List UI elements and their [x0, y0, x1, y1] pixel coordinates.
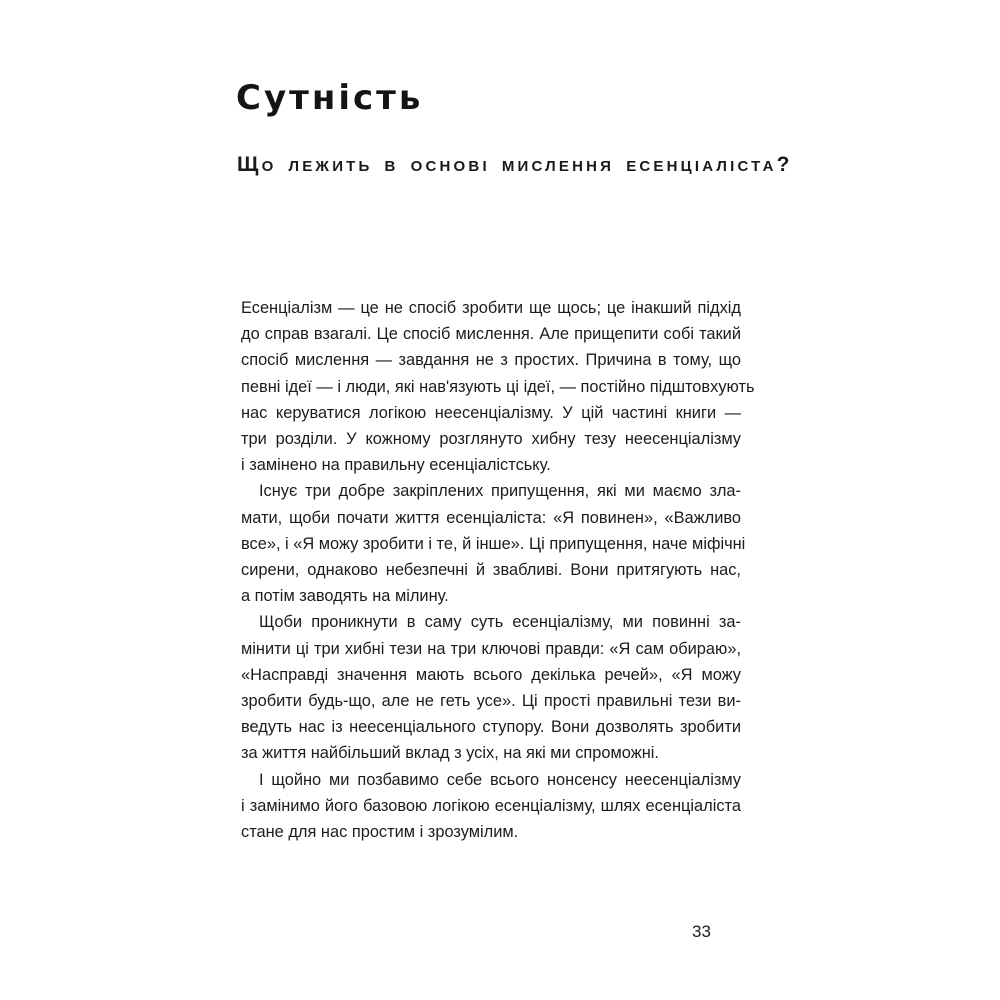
page-number: 33 [692, 922, 711, 941]
paragraph [241, 767, 741, 846]
text-line: і замінено на правильну есенціалістську. [241, 456, 551, 475]
chapter-title: Сутність [236, 78, 424, 118]
paragraph [241, 478, 746, 609]
text-line: нас керуватися логікою неесенціалізму. У цій частині книги — [241, 403, 741, 422]
text-line: Щоби проникнути в саму суть есенціалізму, ми повинні за- [259, 613, 741, 632]
text-line: мінити ці три хибні тези на три ключові правди: «Я сам обираю», [241, 639, 741, 658]
body-text [241, 295, 755, 845]
text-line: Есенціалізм — це не спосіб зробити ще щось; це інакший підхід [241, 299, 741, 317]
paragraph [241, 295, 755, 478]
text-line: зробити будь-що, але не геть усе». Ці прості правильні тези ви- [241, 692, 741, 711]
text-line: мати, щоби почати життя есенціаліста: «Я повинен», «Важливо [241, 508, 741, 527]
text-line: сирени, однаково небезпечні й звабливі. Вони притягують нас, [241, 561, 741, 580]
text-line: Існує три добре закріплених припущення, які ми маємо зла- [259, 482, 741, 501]
text-line: до справ взагалі. Це спосіб мислення. Але прищепити собі такий [241, 325, 741, 344]
text-line: «Насправді значення мають всього декілька речей», «Я можу [241, 665, 741, 684]
text-line: спосіб мислення — завдання не з простих. Причина в тому, що [241, 351, 741, 370]
chapter-subtitle: Що лежить в основі мислення есенціаліста? [237, 153, 793, 176]
text-line: ведуть нас із неесенціального ступору. Вони дозволять зробити [241, 718, 741, 737]
text-line: і замінимо його базовою логікою есенціалізму, шлях есенціаліста [241, 796, 741, 815]
text-line: а потім заводять на мілину. [241, 587, 449, 606]
text-line: все», і «Я можу зробити і те, й інше». Ці припущення, наче міфічні [241, 534, 746, 553]
text-line: за життя найбільший вклад з усіх, на які ми спроможні. [241, 744, 659, 763]
text-line: три розділи. У кожному розглянуто хибну тезу неесенціалізму [241, 430, 741, 449]
text-line: стане для нас простим і зрозумілим. [241, 823, 519, 842]
text-line: І щойно ми позбавимо себе всього нонсенсу неесенціалізму [259, 770, 741, 789]
paragraph [241, 609, 741, 766]
text-line: певні ідеї — і люди, які нав'язують ці ідеї, — постійно підштовхують [241, 377, 755, 396]
